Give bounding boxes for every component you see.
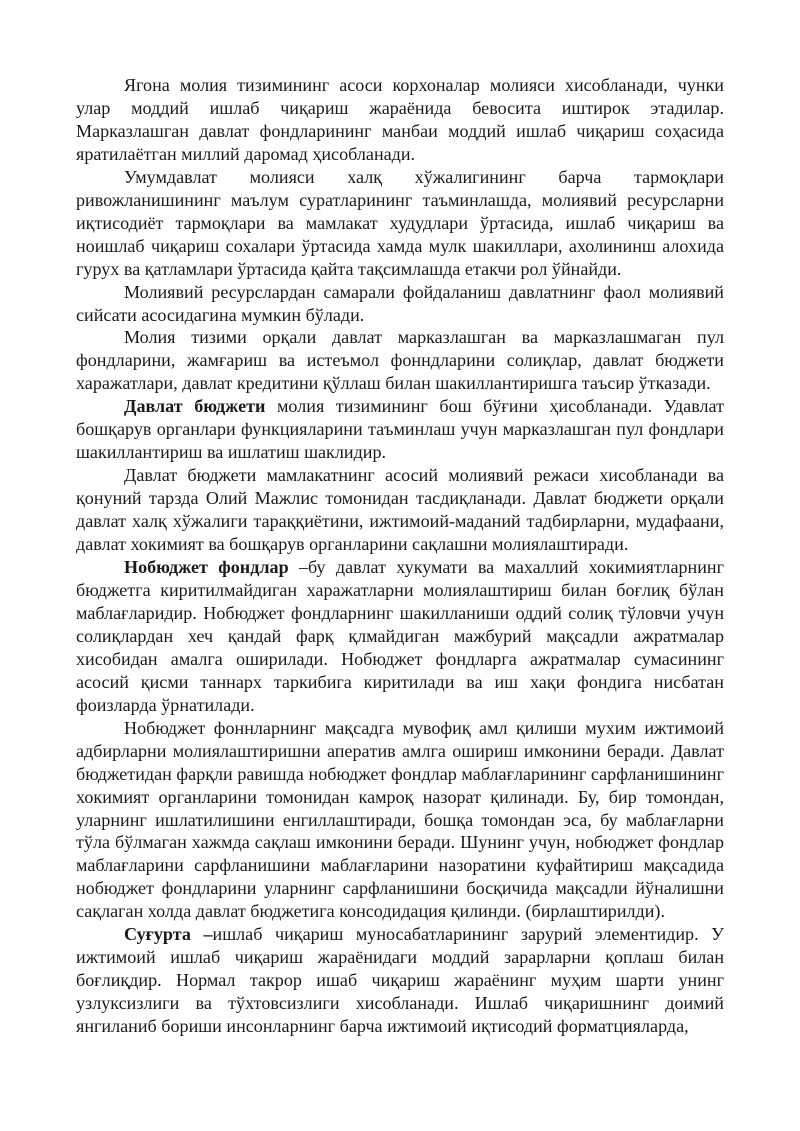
paragraph-text: Молия тизими орқали давлат марказлашган ва марказлашмаган пул фондларини, жамғариш ва истеъмол фонндларини солиқлар, давлат бюджети харажатлари, давлат кредитини қўллаш билан шакиллантиришга таъсир ўтказади.: [76, 327, 724, 394]
paragraph-3: [76, 281, 724, 327]
paragraph-text: молия тизимининг бош бўғини ҳисобланади. Удавлат бошқарув органлари функцияларини таъминлаш учун марказлашган пул фондлари шакиллантириш ва ишлатиш шаклидир.: [76, 396, 724, 463]
paragraph-4: [76, 326, 724, 395]
term-heading: Суғурта –: [124, 924, 213, 945]
paragraph-text: Давлат бюджети мамлакатнинг асосий молиявий режаси хисобланади ва қонуний тарзда Олий Мажлис томонидан тасдиқланади. Давлат бюджети орқали давлат халқ хўжалиги тараққиётини, ижтимоий-маданий тадбирларни, мудафаани, давлат хокимият ва бошқарув органларини сақлашни молиялаштиради.: [76, 465, 724, 555]
paragraph-text: Умумдавлат молияси халқ хўжалигининг барча тармоқлари ривожланишининг маълум суратларининг таъминлашда, молиявий ресурсларни иқтисодиёт тармоқлари ва мамлакат худудлари ўртасида, ишлаб чиқариш ва ноишлаб чиқариш сохалари ўртасида хамда мулк шакиллари, ахолининш алохида гурух ва қатламлари ўртасида қайта тақсимлашда етакчи рол ўйнайди.: [76, 166, 724, 279]
paragraph-text: Ягона молия тизимининг асоси корхоналар молияси хисобланади, чунки улар моддий ишлаб чиқариш жараёнида бевосита иштирок этадилар. Марказлашган давлат фондларининг манбаи моддий ишлаб чиқариш соҳасида яратилаётган миллий даромад ҳисобланади.: [76, 75, 724, 164]
paragraph-8: [76, 717, 724, 924]
term-heading: Нобюджет фондлар: [124, 557, 289, 578]
paragraph-1: [76, 74, 724, 166]
paragraph-text: ишлаб чиқариш муносабатларининг зарурий элементидир. У ижтимоий ишлаб чиқариш жараёнидаги моддий зарарларни қоплаш билан боғлиқдир. Нормал такрор ишаб чиқариш жараёнинг муҳим шарти унинг узлуксизлиги ва тўхтовсизлиги хисобланади. Ишлаб чиқаришнинг доимий янгиланиб бориши инсонларнинг барча ижтимоий иқтисодий форматцияларда,: [76, 924, 724, 1037]
paragraph-2: [76, 166, 724, 281]
paragraph-5: [76, 395, 724, 464]
paragraph-7: [76, 556, 724, 717]
paragraph-6: [76, 464, 724, 556]
paragraph-9: [76, 923, 724, 1038]
term-heading: Давлат бюджети: [124, 396, 266, 417]
paragraph-text: Молиявий ресурслардан самарали фойдаланиш давлатнинг фаол молиявий сийсати асосидагина мумкин бўлади.: [76, 281, 724, 325]
paragraph-text: –бу давлат хукумати ва махаллий хокимиятларнинг бюджетга киритилмайдиган харажатларни молиялаштириш билан боғлиқ бўлан маблағларидир. Нобюджет фондларнинг шакилланиши оддий солиқ тўловчи учун солиқлардан хеч қандай фарқ қлмайдиган мажбурий мақсадли ажратмалар хисобидан амалга оширилади. Нобюджет фондларга ажратмалар сумасининг асосий қисми таннарх таркибига киритилади ва иш хақи фондига нисбатан фоизларда ўрнатилади.: [76, 557, 725, 715]
paragraph-text: Нобюджет фоннларнинг мақсадга мувофиқ амл қилиши мухим ижтимоий адбирларни молиялаштиришни аперaтив амлга ошириш имконини беради. Давлат бюджетидан фарқли равишда нобюджет фондлар маблағларининг сарфланишининг хокимият органларини томонидан камроқ назорат қилинади. Бу, бир томондан, уларнинг ишлатилишини енгиллаштиради, бошқа томондан эса, бу маблағларни тўла бўлмаган хажмда сақлаш имконини беради. Шунинг учун, нобюджет фондлар маблағларини сарфланишини маблағларини назоратини куфайтириш мақсадида нобюджет фондларини уларнинг сарфланишини босқичида мақсадли йўналишни сақлаган холда давлат бюджетига консодидация қилинди. (бирлаштирилди).: [76, 717, 724, 922]
